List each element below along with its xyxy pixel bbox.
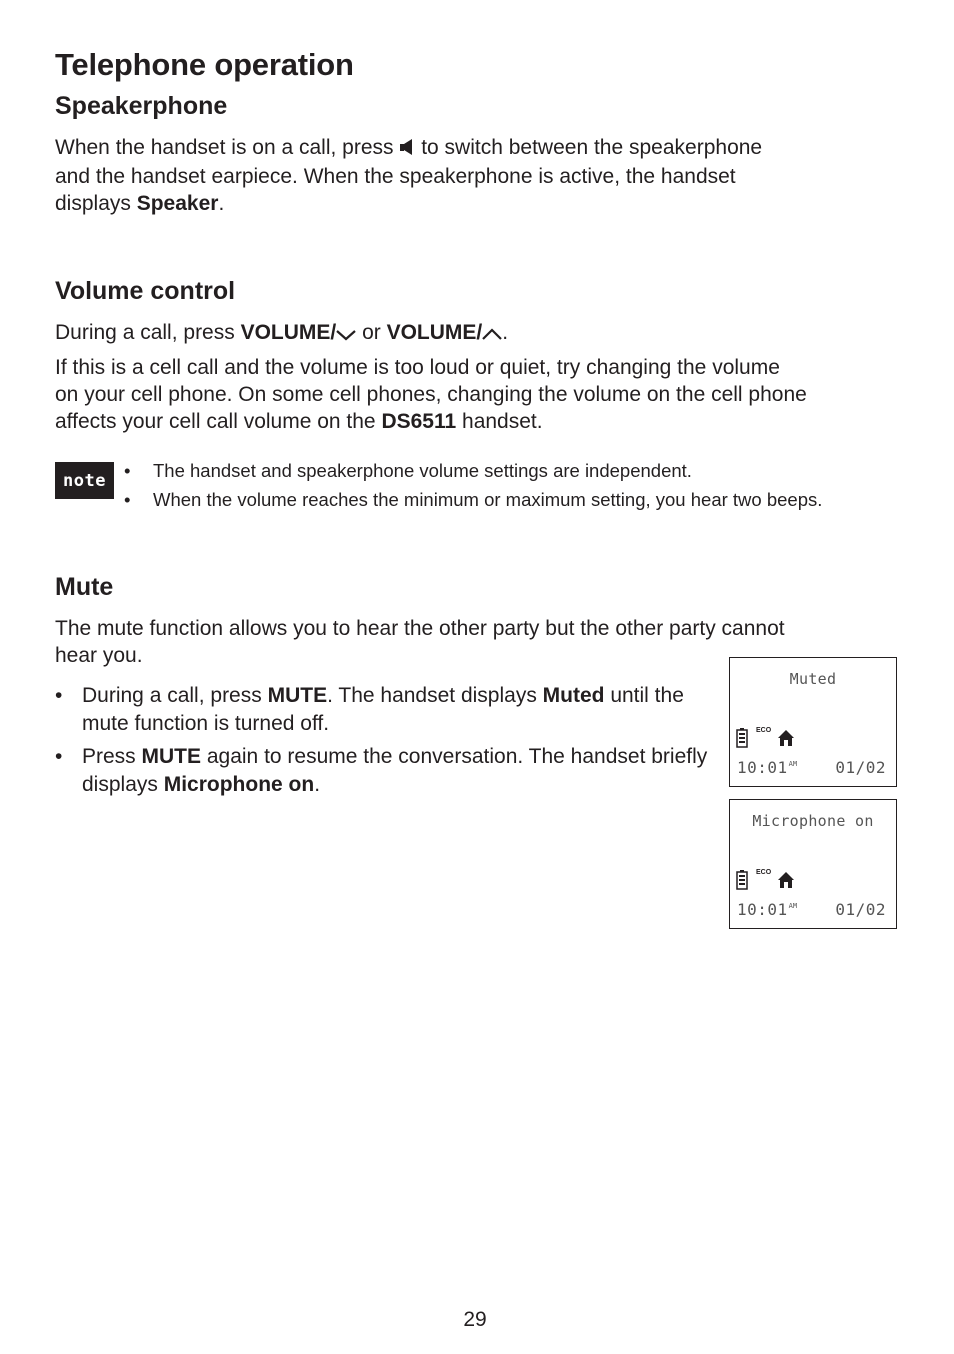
text: If this is a cell call and the volume is too loud or quiet, try changing the volume [55, 356, 780, 379]
ampm-indicator: AM [788, 902, 798, 910]
text: affects your cell call volume on the [55, 410, 382, 433]
text: . [502, 321, 509, 344]
speaker-icon [399, 136, 415, 163]
text: on your cell phone. On some cell phones, changing the volume on the cell phone [55, 383, 807, 406]
muted-term: Muted [542, 684, 605, 707]
text: to switch between the speakerphone [415, 136, 763, 159]
text: During a call, press [82, 684, 268, 707]
note-badge: note [55, 462, 114, 499]
mute-key: MUTE [267, 684, 328, 707]
text: . [218, 192, 225, 215]
text: . [314, 773, 321, 796]
battery-icon [736, 870, 748, 894]
text: and the handset earpiece. When the speakerphone is active, the handset [55, 165, 736, 188]
page-number: 29 [463, 1308, 487, 1331]
volume-down-key: VOLUME/ [240, 321, 337, 344]
text: Press [82, 745, 142, 768]
section-heading-speakerphone: Speakerphone [55, 92, 228, 120]
battery-icon [736, 728, 748, 752]
chevron-up-icon [482, 321, 502, 348]
screen-date: 01/02 [835, 758, 886, 777]
note-list [124, 457, 822, 515]
list-item: • When the volume reaches the minimum or maximum setting, you hear two beeps. [124, 486, 822, 515]
list-item [55, 682, 715, 738]
text: hear you. [55, 644, 143, 667]
microphone-on-term: Microphone on [163, 773, 315, 796]
text: or [356, 321, 387, 344]
text: until the mute function is turned off. [82, 684, 684, 735]
volume-up-key: VOLUME/ [386, 321, 483, 344]
chevron-down-icon [336, 321, 356, 348]
mute-key: MUTE [141, 745, 202, 768]
home-icon [777, 871, 795, 893]
speakerphone-paragraph [55, 134, 762, 217]
text: During a call, press [55, 321, 241, 344]
eco-indicator: ECO [756, 869, 772, 876]
handset-screen-muted [729, 657, 897, 787]
time-value: 10:01 [737, 900, 788, 919]
mute-intro [55, 615, 785, 669]
text: handset. [456, 410, 543, 433]
handset-screen-microphone-on [729, 799, 897, 929]
list-item: • The handset and speakerphone volume settings are independent. [124, 457, 822, 486]
text: displays [55, 192, 137, 215]
eco-indicator: ECO [756, 727, 772, 734]
ampm-indicator: AM [788, 760, 798, 768]
screen-message: Microphone on [752, 812, 874, 830]
screen-message: Muted [789, 670, 837, 688]
text: again to resume the conversation. The handset briefly displays [82, 745, 708, 796]
speaker-term: Speaker [136, 192, 219, 215]
volume-paragraph [55, 354, 807, 435]
model-name: DS6511 [381, 410, 457, 433]
volume-line [55, 319, 508, 348]
screen-time [737, 900, 797, 919]
text: . The handset displays [327, 684, 543, 707]
mute-steps [55, 682, 715, 804]
page-title: Telephone operation [55, 47, 354, 82]
home-icon [777, 729, 795, 751]
section-heading-volume: Volume control [55, 277, 236, 305]
screen-date: 01/02 [835, 900, 886, 919]
text: The mute function allows you to hear the other party but the other party cannot [55, 617, 785, 640]
time-value: 10:01 [737, 758, 788, 777]
text: When the handset is on a call, press [55, 136, 394, 159]
section-heading-mute: Mute [55, 573, 114, 601]
screen-time [737, 758, 797, 777]
list-item [55, 743, 715, 799]
